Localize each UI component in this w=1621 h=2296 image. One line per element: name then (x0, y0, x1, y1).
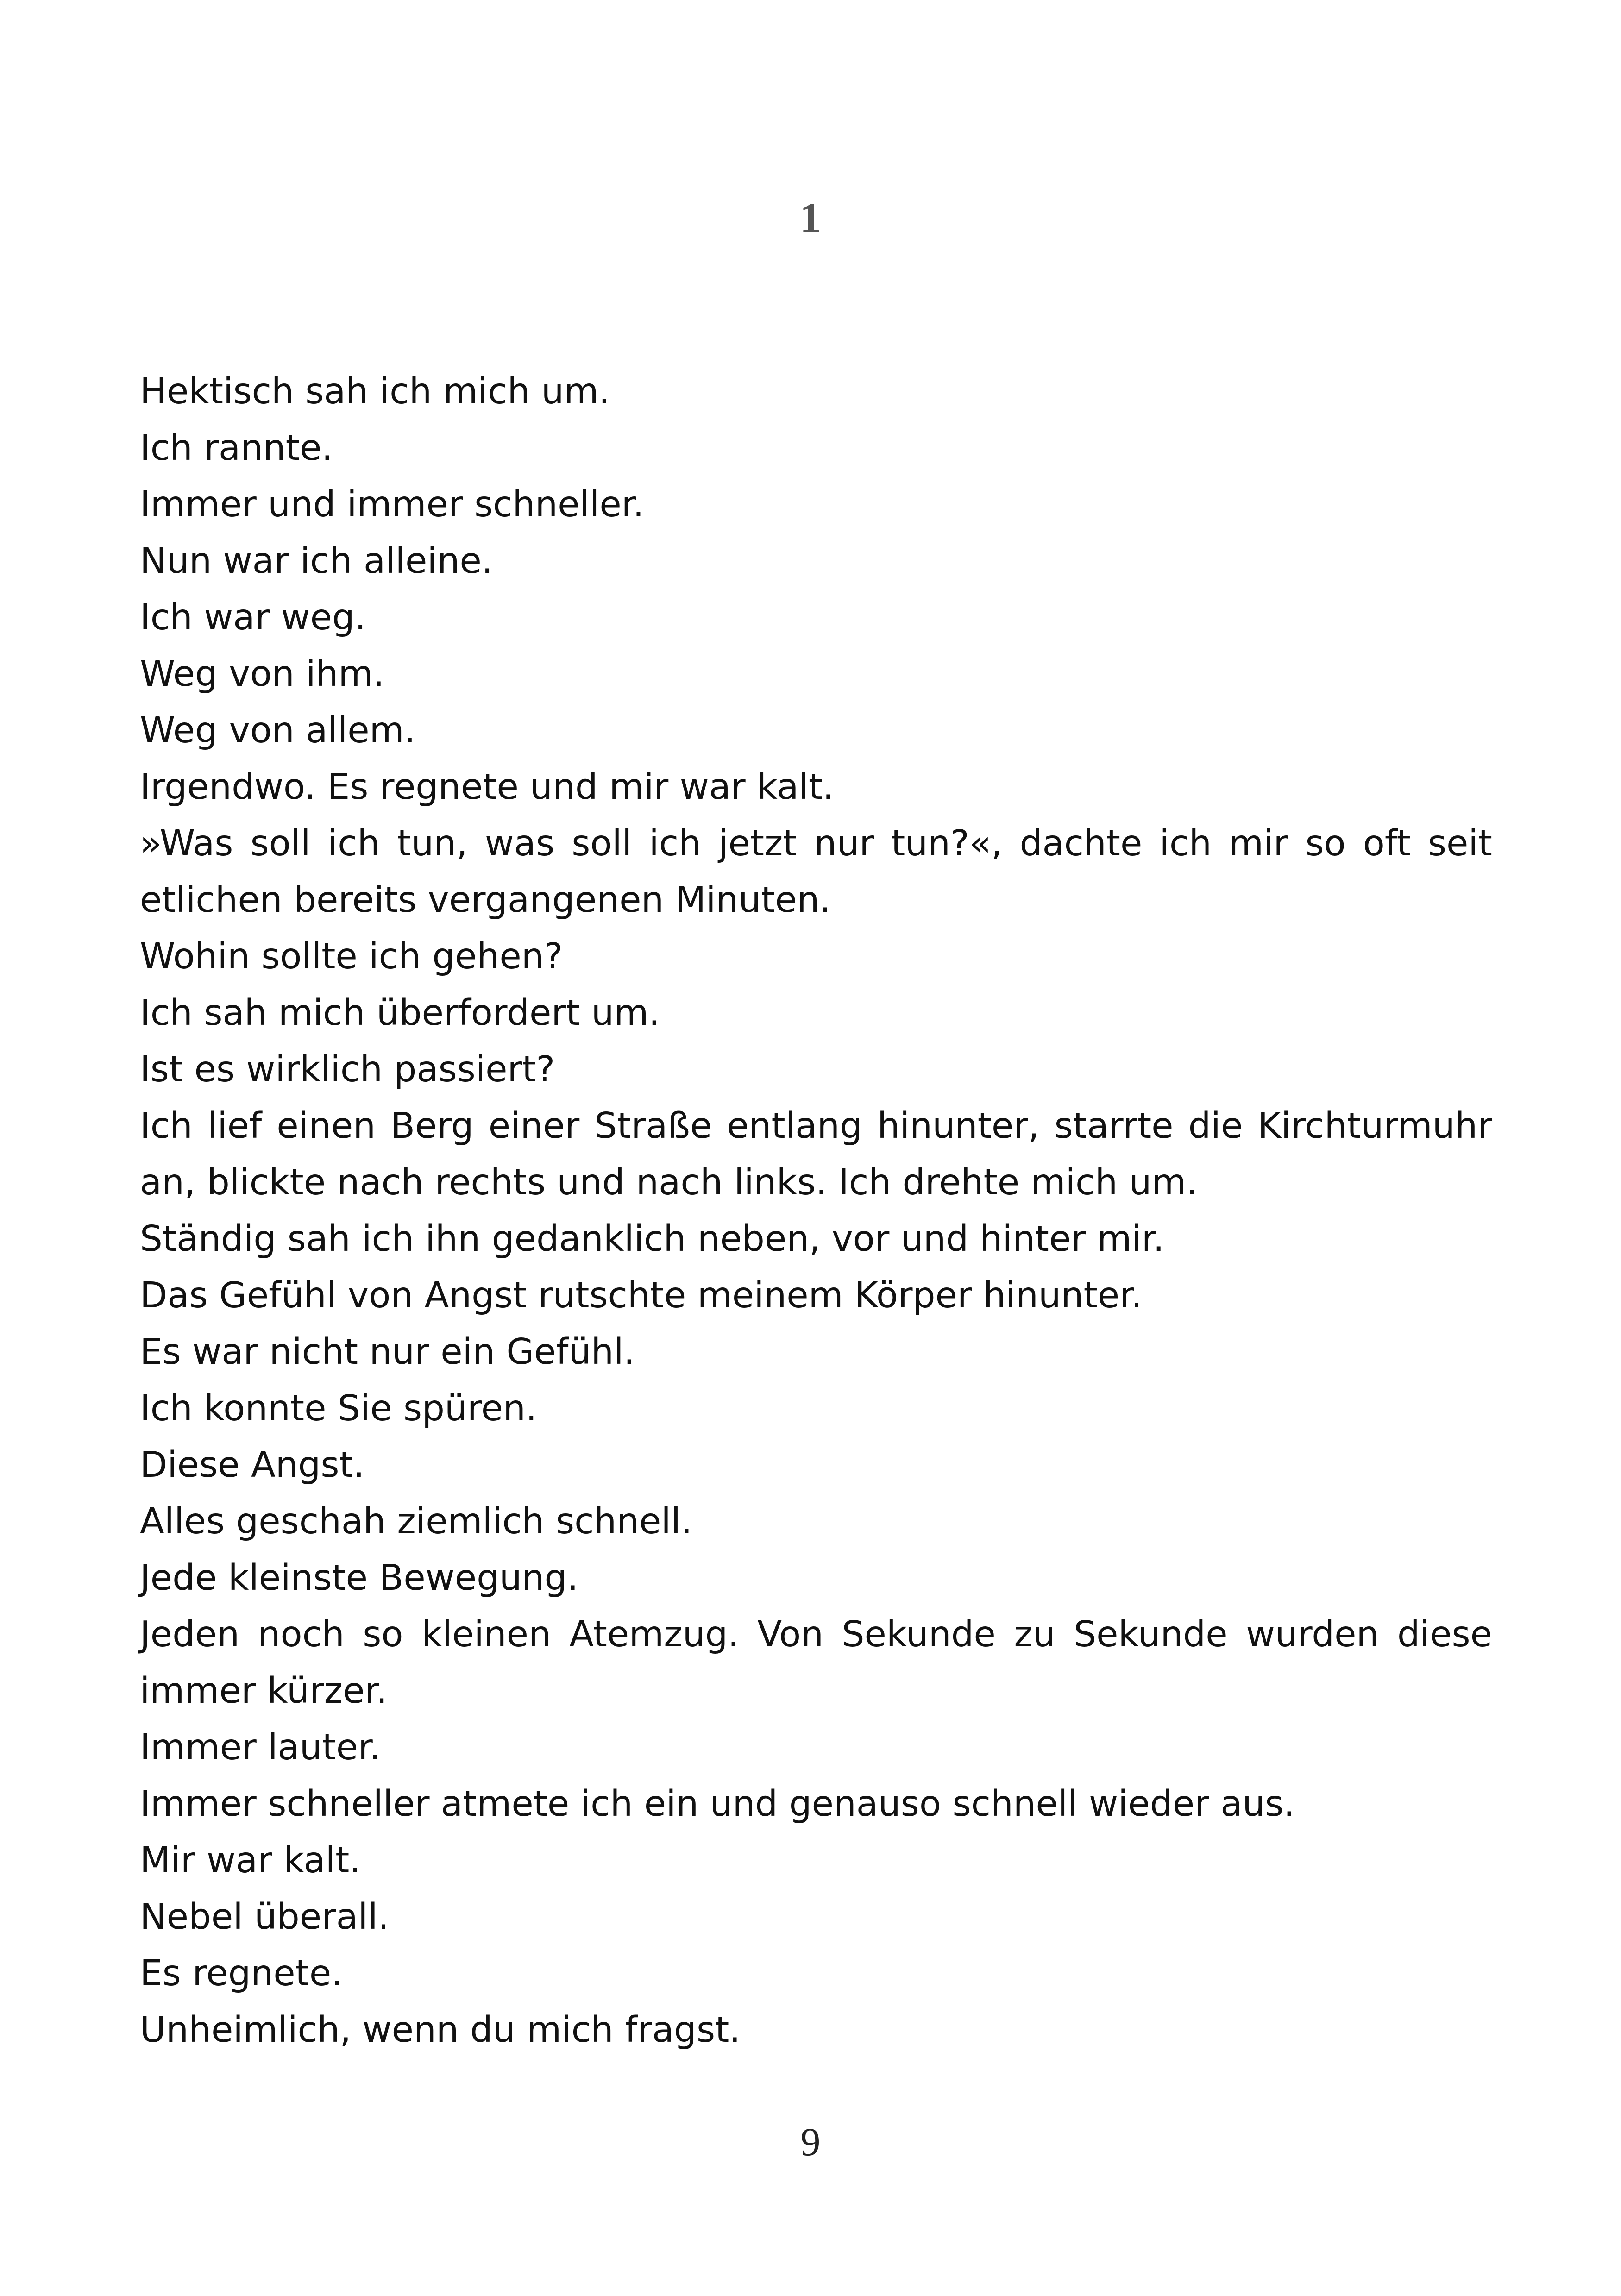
paragraph: Alles geschah ziemlich schnell. (140, 1501, 692, 1542)
paragraph: Nebel überall. (140, 1896, 390, 1938)
paragraph: Irgendwo. Es regnete und mir war kalt. (140, 766, 834, 808)
paragraph: Hektisch sah ich mich um. (140, 371, 610, 412)
chapter-number: 1 (800, 194, 821, 241)
paragraph: Ich konnte Sie spüren. (140, 1388, 537, 1429)
paragraph: »Was soll ich tun, was soll ich jetzt nur tun?«, dachte ich mir so oft seit etlichen bereits vergangenen Minuten. (140, 823, 1492, 921)
paragraph: Es regnete. (140, 1953, 343, 1994)
chapter-body (140, 364, 1492, 2058)
paragraph: Wohin sollte ich gehen? (140, 936, 563, 977)
paragraph: Weg von ihm. (140, 653, 384, 695)
paragraph: Ich rannte. (140, 427, 333, 469)
page-number: 9 (800, 2120, 821, 2164)
paragraph: Jeden noch so kleinen Atemzug. Von Sekunde zu Sekunde wurden diese immer kürzer. (140, 1614, 1492, 1712)
paragraph: Das Gefühl von Angst rutschte meinem Körper hinunter. (140, 1275, 1143, 1316)
paragraph: Jede kleinste Bewegung. (140, 1557, 578, 1599)
paragraph: Immer und immer schneller. (140, 484, 644, 525)
paragraph: Ich lief einen Berg einer Straße entlang hinunter, starrte die Kirchturmuhr an, blickte nach rechts und nach links. Ich drehte mich um. (140, 1105, 1492, 1203)
paragraph: Ständig sah ich ihn gedanklich neben, vor und hinter mir. (140, 1218, 1164, 1260)
paragraph: Unheimlich, wenn du mich fragst. (140, 2009, 741, 2051)
paragraph: Diese Angst. (140, 1444, 365, 1486)
paragraph: Ich war weg. (140, 597, 366, 638)
paragraph: Es war nicht nur ein Gefühl. (140, 1331, 635, 1373)
paragraph: Nun war ich alleine. (140, 540, 493, 582)
paragraph: Ist es wirklich passiert? (140, 1049, 555, 1090)
paragraph: Ich sah mich überfordert um. (140, 992, 660, 1034)
paragraph: Mir war kalt. (140, 1840, 361, 1881)
paragraph: Weg von allem. (140, 710, 416, 751)
paragraph: Immer schneller atmete ich ein und genauso schnell wieder aus. (140, 1783, 1295, 1825)
paragraph: Immer lauter. (140, 1727, 381, 1768)
